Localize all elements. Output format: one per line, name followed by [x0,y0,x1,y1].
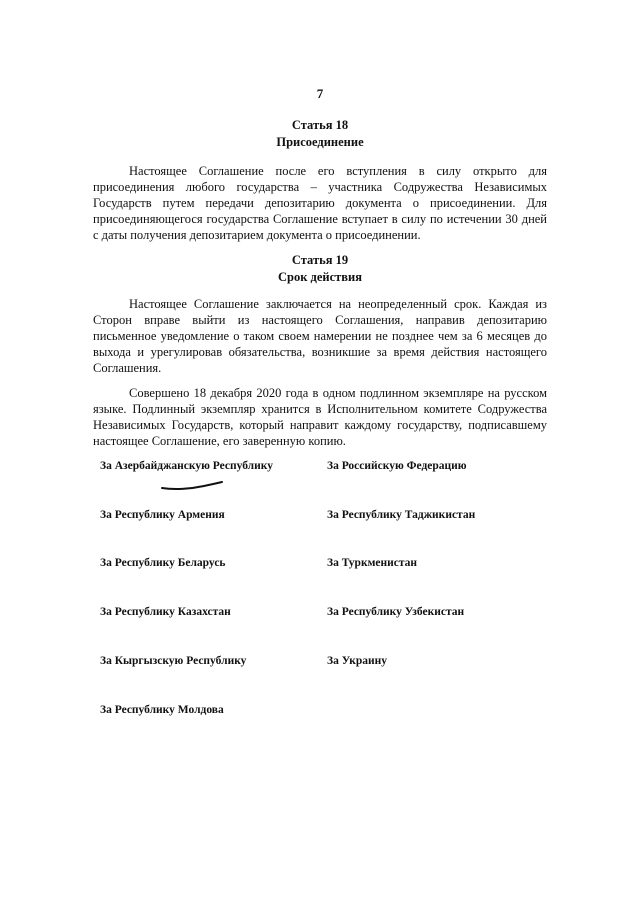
signatory-armenia: За Республику Армения [100,509,225,521]
article-18-text: Настоящее Соглашение после его вступления в силу открыто для присоединения любого государства – участника Содружества Независимых Государств путем передачи депозитарию документа о присоединении. Для присоединяющегося государства Соглашение вступает в силу по истечении 30 дней с даты получения депозитарием документа о присоединении. [93,164,547,242]
signatory-moldova: За Республику Молдова [100,704,224,716]
article-19-subtitle: Срок действия [277,270,363,284]
closing-text: Совершено 18 декабря 2020 года в одном подлинном экземпляре на русском языке. Подлинный экземпляр хранится в Исполнительном комитете Содружества Независимых Государств, который направит каждому государству, подписавшему настоящее Соглашение, его заверенную копию. [93,386,547,448]
page-number: 7 [316,86,324,101]
signatory-ukraine: За Украину [327,655,387,667]
article-18-heading [0,117,640,151]
signatory-azerbaijan: За Азербайджанскую Республику [100,460,273,472]
signatory-kazakhstan: За Республику Казахстан [100,606,231,618]
article-19-text: Настоящее Соглашение заключается на неопределенный срок. Каждая из Сторон вправе выйти из настоящего Соглашения, направив депозитарию письменное уведомление о таком своем намерении не позднее чем за 6 месяцев до выхода и урегулировав обязательства, возникшие за время действия настоящего Соглашения. [93,297,547,375]
signatory-russia: За Российскую Федерацию [327,460,467,472]
article-18-title: Статья 18 [291,118,349,132]
signatory-tajikistan: За Республику Таджикистан [327,509,476,521]
signatory-belarus: За Республику Беларусь [100,557,226,569]
article-18-subtitle: Присоединение [276,135,364,149]
signatory-kyrgyzstan: За Кыргызскую Республику [100,655,247,667]
article-19-heading [0,252,640,286]
handwritten-signature-mark [160,478,224,492]
signatory-uzbekistan: За Республику Узбекистан [327,606,465,618]
signatory-turkmenistan: За Туркменистан [327,557,418,569]
article-19-title: Статья 19 [291,253,349,267]
